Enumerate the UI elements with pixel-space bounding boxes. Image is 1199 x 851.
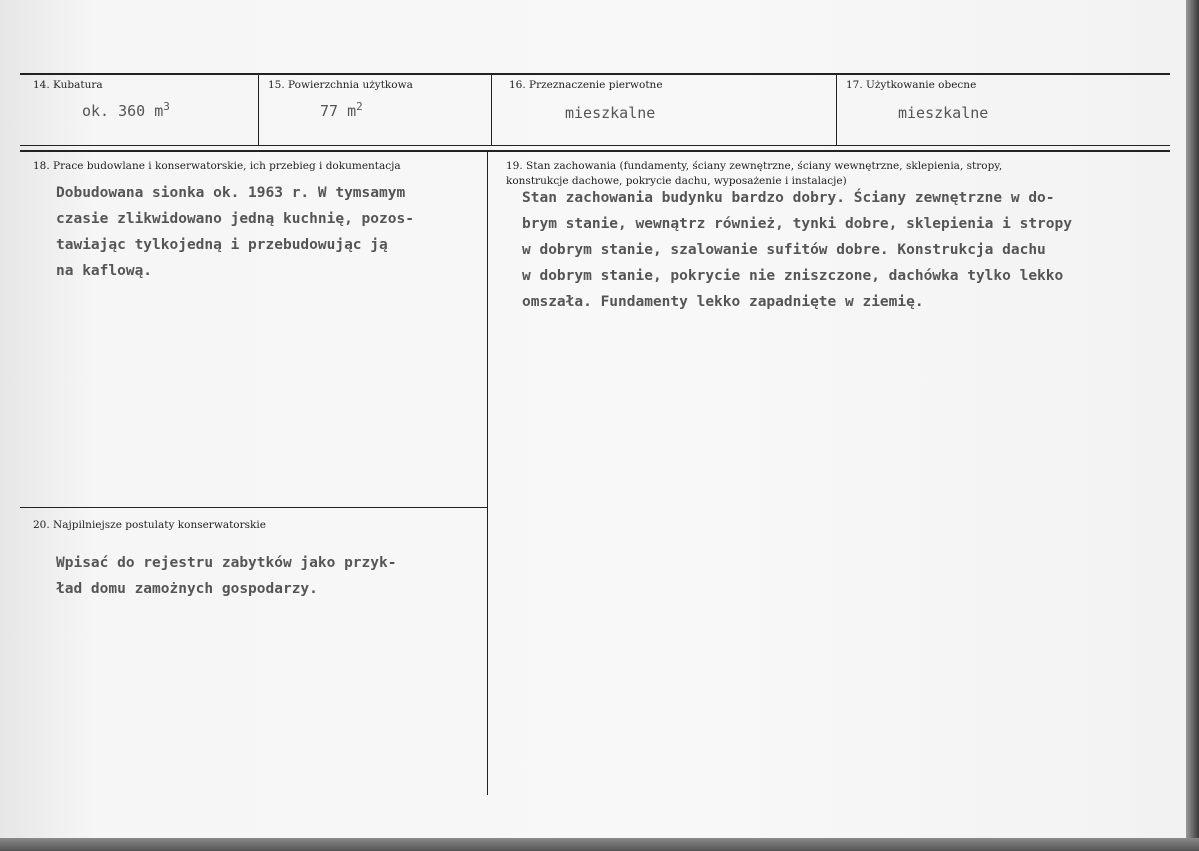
text-line: brym stanie, wewnątrz również, tynki dobre, sklepienia i stropy	[522, 216, 1072, 232]
divider	[20, 145, 1170, 146]
text-line: Stan zachowania budynku bardzo dobry. Ściany zewnętrzne w do-	[522, 190, 1055, 206]
text-line: ład domu zamożnych gospodarzy.	[56, 581, 318, 597]
value-unit-exponent: 3	[163, 100, 170, 113]
text-line: tawiając tylkojedną i przebudowując ją	[56, 237, 388, 253]
divider	[258, 74, 259, 146]
field-value	[82, 100, 170, 120]
label-line: 19. Stan zachowania (fundamenty, ściany zewnętrzne, ściany wewnętrzne, sklepienia, stropy,	[506, 160, 1003, 172]
text-line: w dobrym stanie, szalowanie sufitów dobre. Konstrukcja dachu	[522, 242, 1046, 258]
field-text	[56, 550, 396, 602]
scan-edge	[1186, 0, 1199, 851]
value-unit-exponent: 2	[356, 100, 363, 113]
field-value: mieszkalne	[565, 104, 656, 122]
divider	[487, 152, 488, 795]
field-label: 14. Kubatura	[33, 79, 103, 91]
value-text: ok. 360 m	[82, 102, 164, 120]
divider	[491, 74, 492, 146]
text-line: Wpisać do rejestru zabytków jako przyk-	[56, 555, 397, 571]
scan-bottom-edge	[0, 838, 1199, 851]
field-value	[320, 100, 363, 120]
field-text	[522, 185, 1072, 315]
divider	[20, 507, 487, 508]
text-line: w dobrym stanie, pokrycie nie zniszczone, dachówka tylko lekko	[522, 268, 1064, 284]
divider	[836, 74, 837, 146]
label-line: konstrukcje dachowe, pokrycie dachu, wyposażenie i instalacje)	[506, 175, 847, 187]
text-line: omszała. Fundamenty lekko zapadnięte w ziemię.	[522, 294, 924, 310]
field-label: 16. Przeznaczenie pierwotne	[509, 79, 663, 91]
text-line: czasie zlikwidowano jedną kuchnię, pozos-	[56, 211, 414, 227]
text-line: Dobudowana sionka ok. 1963 r. W tymsamym	[56, 185, 406, 201]
text-line: na kaflową.	[56, 263, 153, 279]
value-text: 77 m	[320, 102, 357, 120]
field-text	[56, 180, 414, 284]
field-label: 15. Powierzchnia użytkowa	[268, 79, 413, 91]
divider	[20, 150, 1170, 152]
field-label: 20. Najpilniejsze postulaty konserwatorskie	[33, 519, 266, 531]
field-label: 17. Użytkowanie obecne	[846, 79, 977, 91]
divider	[20, 73, 1170, 75]
field-value: mieszkalne	[898, 104, 989, 122]
field-label: 18. Prace budowlane i konserwatorskie, ich przebieg i dokumentacja	[33, 160, 401, 172]
